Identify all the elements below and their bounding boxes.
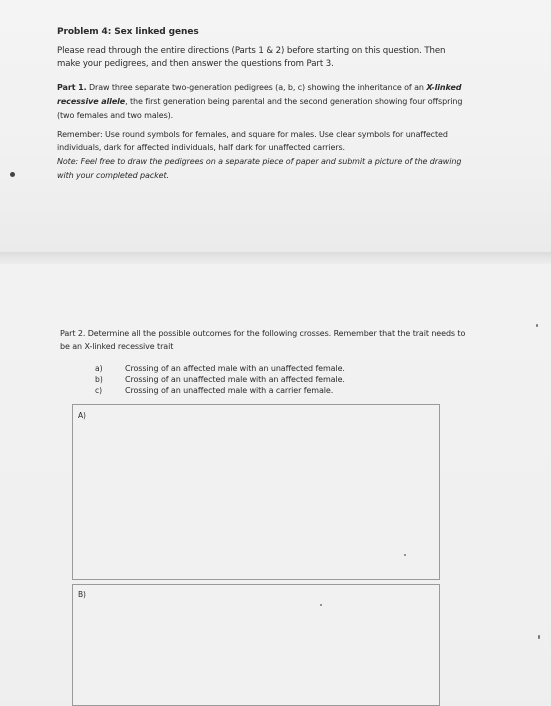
- cross-c-letter: c): [95, 386, 103, 395]
- margin-dot: [10, 172, 15, 177]
- cross-c-text: Crossing of an unaffected male with a carrier female.: [125, 386, 334, 395]
- part2-line-1: Part 2. Determine all the possible outcomes for the following crosses. Remember that the trait needs to: [60, 329, 466, 338]
- part1-line-1: [57, 82, 461, 93]
- part2-line-2: be an X-linked recessive trait: [60, 342, 174, 351]
- edge-mark: [536, 324, 538, 327]
- cross-a-text: Crossing of an affected male with an unaffected female.: [125, 364, 345, 373]
- answer-box-b[interactable]: [72, 584, 440, 706]
- note-line-2: with your completed packet.: [57, 171, 169, 180]
- part1-line-2: [57, 96, 462, 107]
- cross-b-text: Crossing of an unaffected male with an affected female.: [125, 375, 345, 384]
- problem-title: Problem 4: Sex linked genes: [57, 27, 199, 37]
- part1-text-1a: Draw three separate two-generation pedigrees (a, b, c) showing the inheritance of an: [86, 83, 427, 92]
- part1-line-3: (two females and two males).: [57, 111, 174, 120]
- page-fold-divider: [0, 252, 551, 264]
- part1-label: Part 1.: [57, 83, 87, 92]
- part1-text-2b: , the first generation being parental and the second generation showing four offspring: [125, 97, 463, 106]
- intro-line-1: Please read through the entire directions (Parts 1 & 2) before starting on this question. Then: [57, 46, 446, 56]
- answer-box-a[interactable]: [72, 404, 440, 580]
- cross-b-letter: b): [95, 375, 103, 384]
- answer-box-a-label: A): [78, 411, 86, 420]
- edge-mark: [538, 635, 540, 639]
- part1-recessive-allele: recessive allele: [57, 97, 126, 106]
- remember-line-1: Remember: Use round symbols for females, and square for males. Use clear symbols for unaffected: [57, 130, 448, 139]
- speck: [404, 554, 406, 556]
- part1-x-linked: X-linked: [426, 83, 462, 92]
- cross-a-letter: a): [95, 364, 103, 373]
- speck: [320, 604, 322, 606]
- intro-line-2: make your pedigrees, and then answer the questions from Part 3.: [57, 59, 334, 69]
- note-line-1: Note: Feel free to draw the pedigrees on a separate piece of paper and submit a picture of the drawing: [57, 157, 462, 166]
- answer-box-b-label: B): [78, 590, 86, 599]
- remember-line-2: individuals, dark for affected individuals, half dark for unaffected carriers.: [57, 143, 345, 152]
